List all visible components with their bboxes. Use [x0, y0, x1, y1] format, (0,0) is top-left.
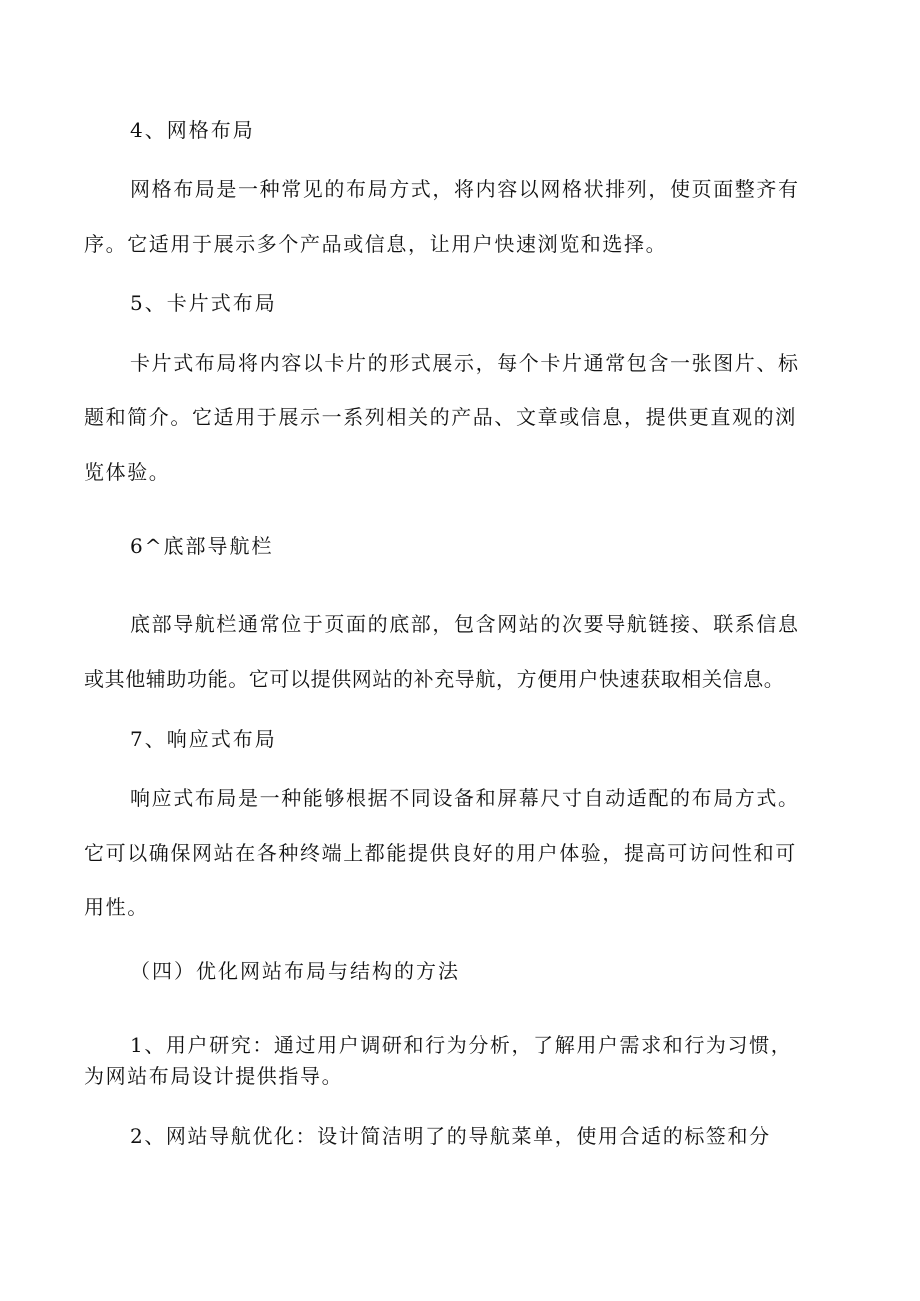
section-heading-grid-layout: 4、网格布局	[130, 118, 255, 142]
paragraph-line: 或其他辅助功能。它可以提供网站的补充导航，方便用户快速获取相关信息。	[84, 667, 785, 691]
paragraph-line: 用性。	[84, 895, 149, 919]
section-heading-card-layout: 5、卡片式布局	[130, 291, 277, 315]
paragraph-line: 序。它适用于展示多个产品或信息，让用户快速浏览和选择。	[84, 232, 668, 256]
paragraph-line: 1、用户研究：通过用户调研和行为分析，了解用户需求和行为习惯，	[130, 1033, 793, 1057]
paragraph-line: 卡片式布局将内容以卡片的形式展示，每个卡片通常包含一张图片、标	[130, 351, 800, 375]
section-heading-responsive-layout: 7、响应式布局	[130, 727, 277, 751]
paragraph-line: 底部导航栏通常位于页面的底部，包含网站的次要导航链接、联系信息	[130, 612, 800, 636]
paragraph-line: 题和简介。它适用于展示一系列相关的产品、文章或信息，提供更直观的浏	[84, 405, 797, 429]
paragraph-line: 响应式布局是一种能够根据不同设备和屏幕尺寸自动适配的布局方式。	[130, 786, 800, 810]
paragraph-line: 2、网站导航优化：设计简洁明了的导航菜单，使用合适的标签和分	[130, 1124, 771, 1148]
paragraph-line: 为网站布局设计提供指导。	[84, 1064, 344, 1088]
section-heading-bottom-nav: 6^底部导航栏	[130, 534, 274, 558]
paragraph-line: 览体验。	[84, 460, 171, 484]
section-heading-optimization-methods: （四）优化网站布局与结构的方法	[130, 959, 460, 983]
paragraph-line: 网格布局是一种常见的布局方式，将内容以网格状排列，使页面整齐有	[130, 177, 800, 201]
paragraph-line: 它可以确保网站在各种终端上都能提供良好的用户体验，提高可访问性和可	[84, 841, 797, 865]
